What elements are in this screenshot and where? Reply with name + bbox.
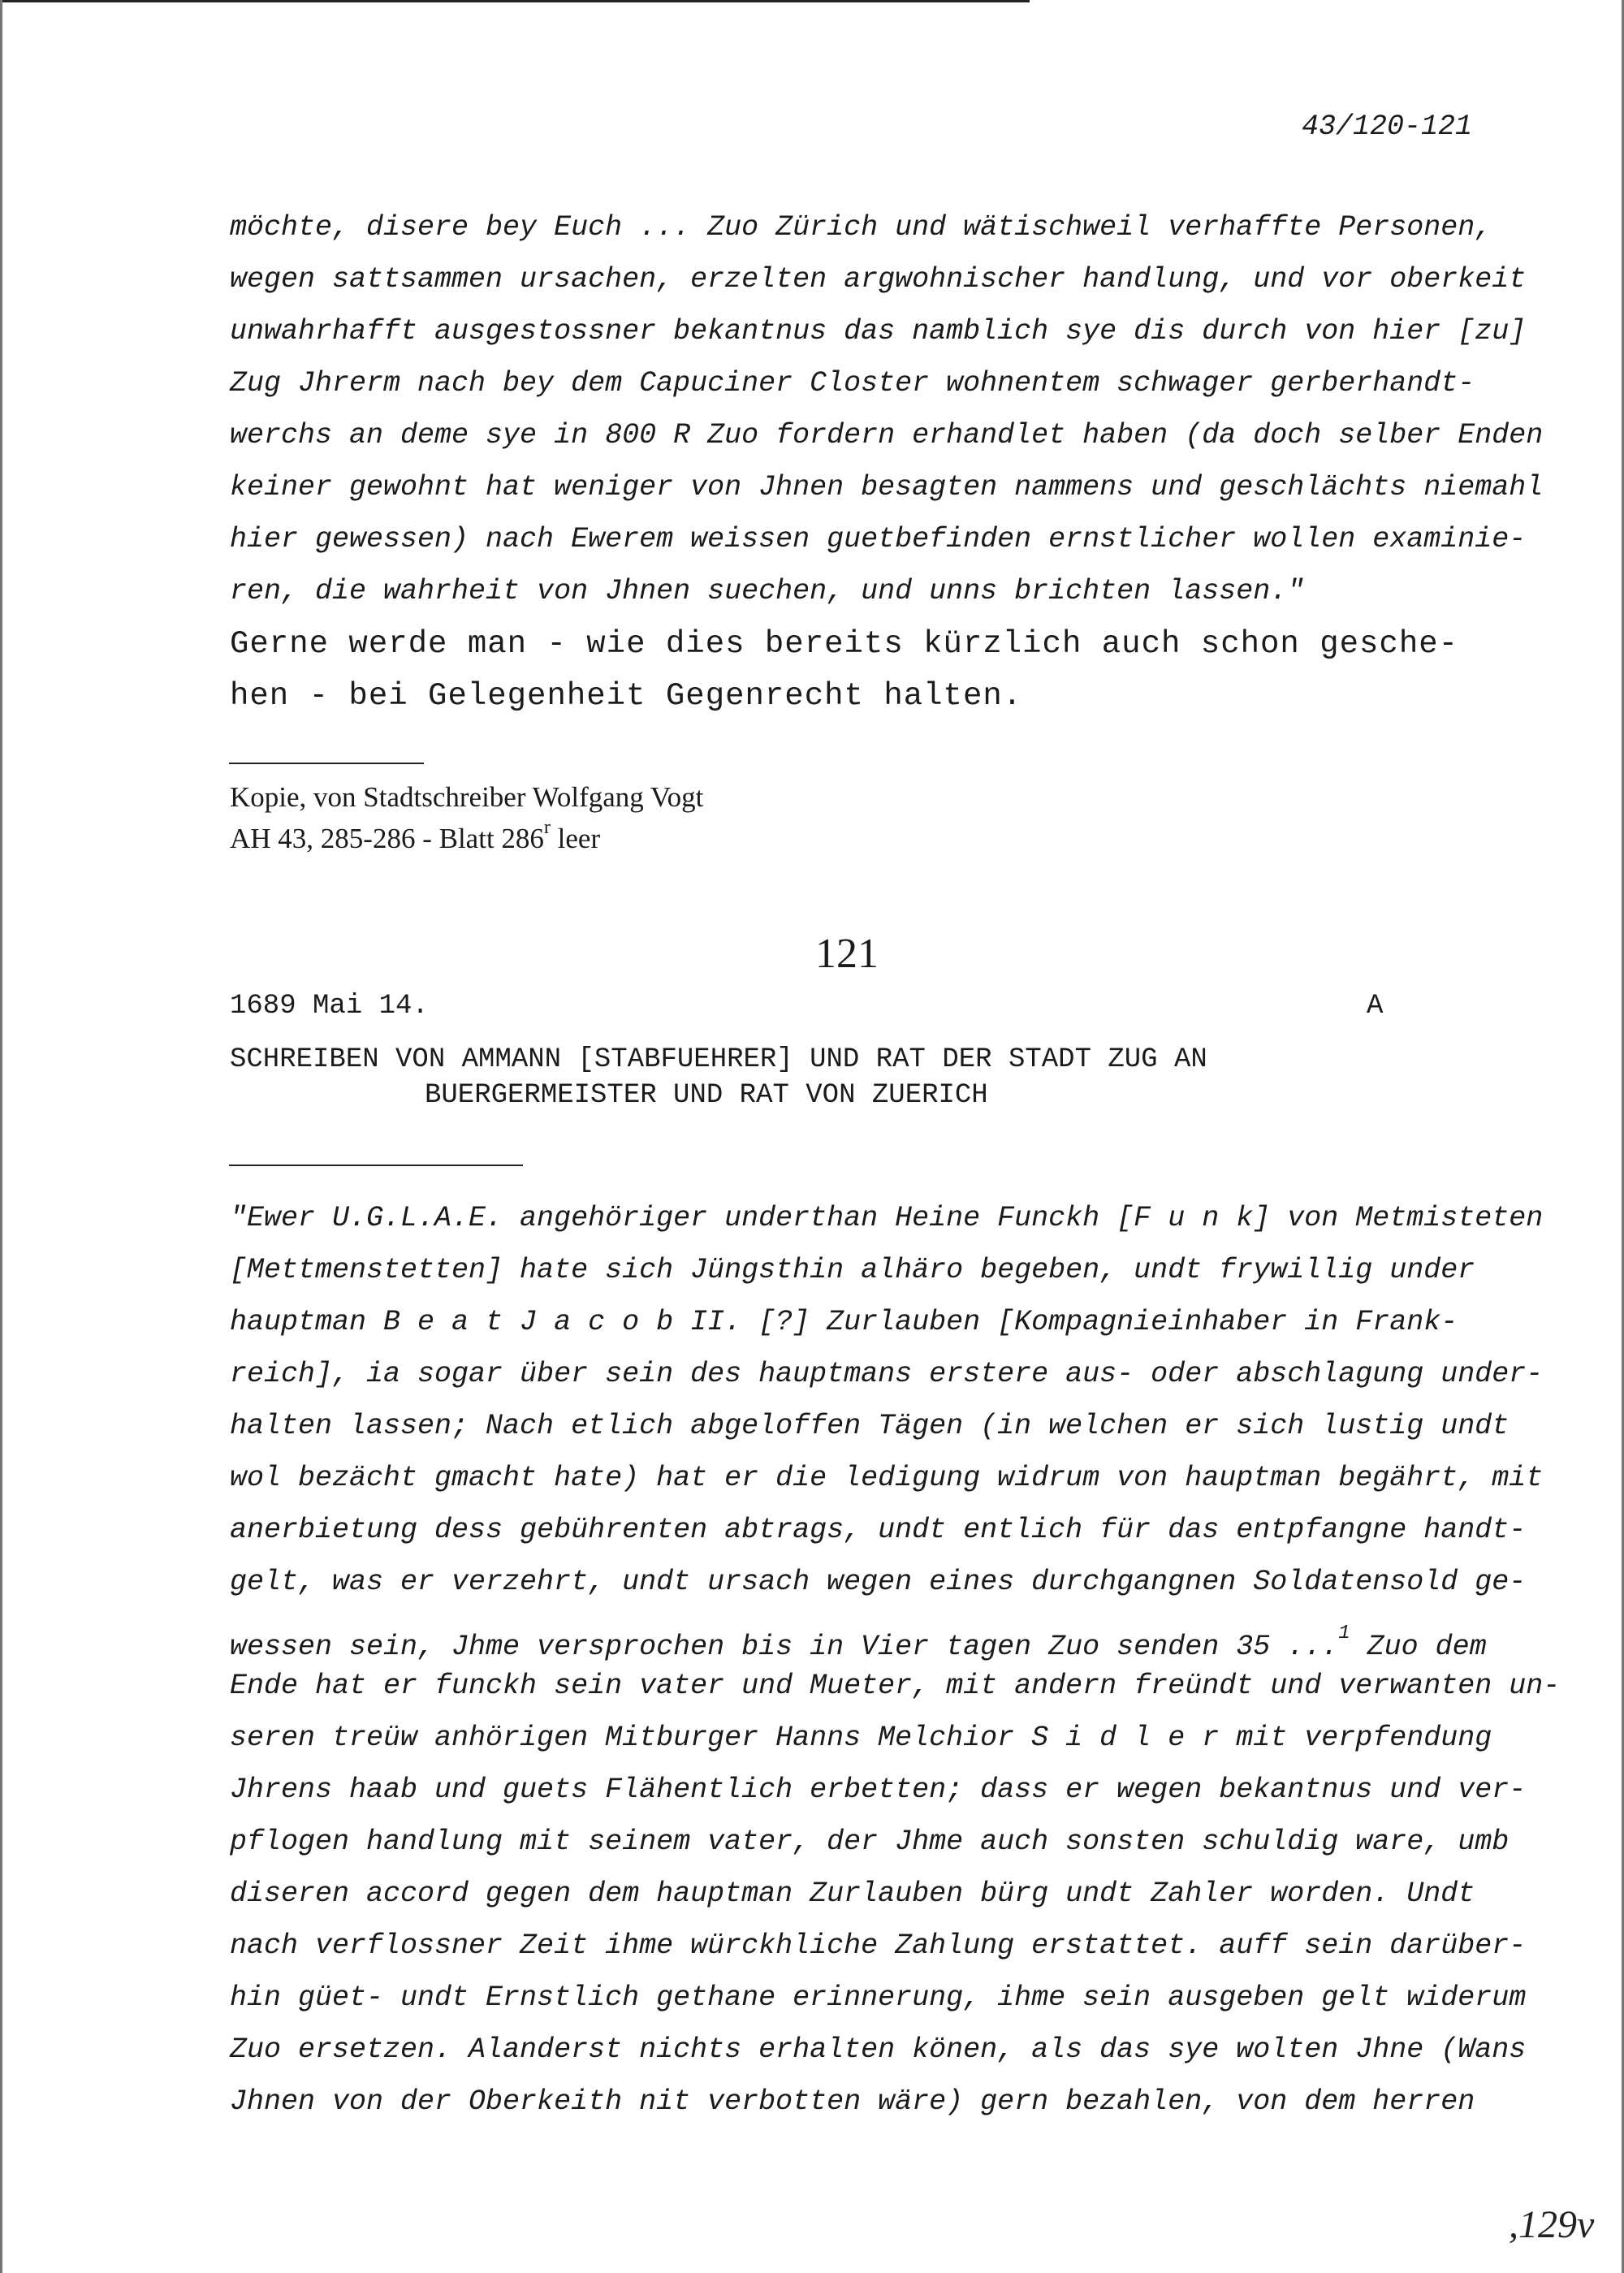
scan-left-edge (0, 0, 2, 2273)
body-line-tail: Zuo dem (1350, 1631, 1487, 1663)
quote-line: wegen sattsammen ursachen, erzelten argwohnischer handlung, und vor oberkeit (230, 263, 1527, 296)
body-line: anerbietung dess gebührenten abtrags, undt entlich für das entpfangne handt- (230, 1514, 1527, 1546)
body-line: seren treüw anhörigen Mitburger Hanns Melchior S i d l e r mit verpfendung (230, 1722, 1492, 1754)
document-date: 1689 Mai 14. (230, 991, 429, 1022)
body-line: reich], ia sogar über sein des hauptmans erstere aus- oder abschlagung under- (230, 1358, 1544, 1390)
body-line: halten lassen; Nach etlich abgeloffen Tägen (in welchen er sich lustig undt (230, 1410, 1510, 1442)
document-title-line-1: SCHREIBEN VON AMMANN [STABFUEHRER] UND RAT DER STADT ZUG AN (230, 1044, 1207, 1075)
body-line: gelt, was er verzehrt, undt ursach wegen eines durchgangnen Soldatensold ge- (230, 1566, 1527, 1598)
document-title-line-2: BUERGERMEISTER UND RAT VON ZUERICH (425, 1080, 988, 1111)
handwritten-folio-number: ,129v (1509, 2203, 1595, 2246)
body-line: pflogen handlung mit seinem vater, der Jhme auch sonsten schuldig ware, umb (230, 1826, 1510, 1858)
source-line-2 (230, 817, 600, 855)
footnote-mark: 1 (1338, 1623, 1350, 1644)
body-line: hin güet- undt Ernstlich gethane erinnerung, ihme sein ausgeben gelt widerum (230, 1981, 1527, 2014)
source-note: leer (550, 823, 601, 854)
quote-line: werchs an deme sye in 800 R Zuo fordern erhandlet haben (da doch selber Enden (230, 419, 1544, 452)
title-divider (229, 1165, 523, 1166)
recto-mark: r (543, 817, 551, 838)
source-divider (229, 763, 424, 764)
summary-line: hen - bei Gelegenheit Gegenrecht halten. (230, 678, 1023, 714)
quote-line: ren, die wahrheit von Jhnen suechen, und unns brichten lassen." (230, 575, 1305, 607)
source-ref: AH 43, 285-286 - Blatt 286 (230, 823, 544, 854)
body-line: diseren accord gegen dem hauptman Zurlauben bürg undt Zahler worden. Undt (230, 1878, 1475, 1910)
body-line: nach verflossner Zeit ihme würckhliche Zahlung erstattet. auff sein darüber- (230, 1929, 1527, 1962)
body-line: "Ewer U.G.L.A.E. angehöriger underthan Heine Funckh [F u n k] von Metmisteten (230, 1202, 1544, 1234)
document-marker: A (1367, 991, 1384, 1022)
quote-line: möchte, disere bey Euch ... Zuo Zürich und wätischweil verhaffte Personen, (230, 211, 1492, 244)
body-line: Ende hat er funckh sein vater und Mueter, mit andern freündt und verwanten un- (230, 1670, 1561, 1702)
body-line: wol bezächt gmacht hate) hat er die ledigung widrum von hauptman begährt, mit (230, 1462, 1544, 1494)
page-reference: 43/120-121 (1302, 110, 1473, 143)
quote-line: hier gewessen) nach Ewerem weissen guetbefinden ernstlicher wollen examinie- (230, 523, 1527, 555)
source-line-1: Kopie, von Stadtschreiber Wolfgang Vogt (230, 781, 704, 813)
body-line: Jhnen von der Oberkeith nit verbotten wäre) gern bezahlen, von dem herren (230, 2085, 1475, 2118)
quote-line: unwahrhafft ausgestossner bekantnus das namblich sye dis durch von hier [zu] (230, 315, 1527, 348)
body-line: [Mettmenstetten] hate sich Jüngsthin alhäro begeben, undt frywillig under (230, 1254, 1475, 1286)
scan-top-edge (0, 0, 1030, 2)
body-line: hauptman B e a t J a c o b II. [?] Zurlauben [Kompagnieinhaber in Frank- (230, 1306, 1458, 1338)
body-line: Zuo ersetzen. Alanderst nichts erhalten könen, als das sye wolten Jhne (Wans (230, 2033, 1527, 2066)
body-line: Jhrens haab und guets Flähentlich erbetten; dass er wegen bekantnus und ver- (230, 1774, 1527, 1806)
quote-line: Zug Jhrerm nach bey dem Capuciner Closter wohnentem schwager gerberhandt- (230, 367, 1475, 400)
quote-line: keiner gewohnt hat weniger von Jhnen besagten nammens und geschlächts niemahl (230, 471, 1544, 503)
summary-line: Gerne werde man - wie dies bereits kürzlich auch schon gesche- (230, 626, 1459, 662)
body-line-text: wessen sein, Jhme versprochen bis in Vier tagen Zuo senden 35 ... (230, 1631, 1339, 1663)
document-number: 121 (815, 931, 879, 977)
